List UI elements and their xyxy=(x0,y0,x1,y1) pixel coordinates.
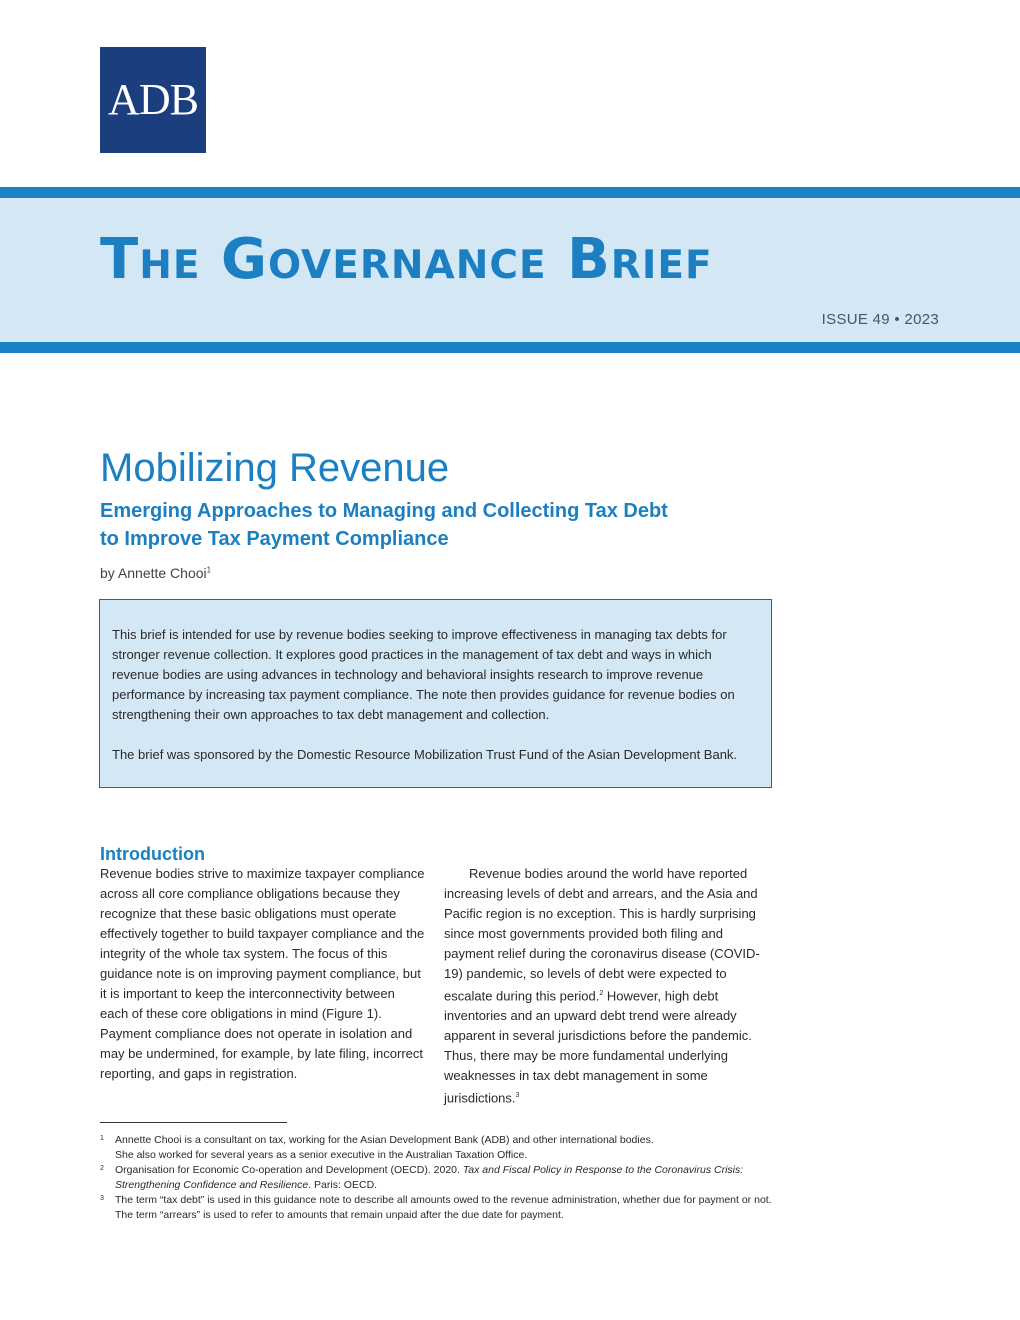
footnote-2-title: Tax and Fiscal Policy in Response to the Coronavirus Crisis: Strengthening Confidence and Resilience xyxy=(115,1164,744,1191)
subtitle-line-2: to Improve Tax Payment Compliance xyxy=(100,528,449,550)
author-name: by Annette Chooi xyxy=(100,565,207,581)
author-byline xyxy=(100,565,211,581)
footnote-number: 2 xyxy=(100,1165,104,1172)
article-title: Mobilizing Revenue xyxy=(100,446,450,490)
adb-logo: ADB xyxy=(100,47,206,153)
footnote-2-lead: Organisation for Economic Co-operation and Development (OECD). 2020. xyxy=(115,1164,463,1176)
footnote-1-line-1: Annette Chooi is a consultant on tax, working for the Asian Development Bank (ADB) and other international bodies. xyxy=(115,1134,654,1146)
right-column-text-a: Revenue bodies around the world have reported increasing levels of debt and arrears, and the Asia and Pacific region is no exception. This is hardly surprising since most governments provided both filing and payment relief during the coronavirus disease (COVID-19) pandemic, so levels of debt were expected to escalate during this period. xyxy=(444,866,760,1004)
footnote-number: 3 xyxy=(100,1195,104,1202)
footnote-3-text: The term “tax debt” is used in this guidance note to describe all amounts owed to the revenue administration, whether due for payment or not. The term “arrears” is used to refer to amounts that remain unpaid after the due date for payment. xyxy=(115,1194,772,1221)
footnote-3 xyxy=(100,1193,780,1223)
footnote-1-line-2: She also worked for several years as a senior executive in the Australian Taxation Office. xyxy=(115,1149,528,1161)
abstract-paragraph-2: The brief was sponsored by the Domestic Resource Mobilization Trust Fund of the Asian Development Bank. xyxy=(112,747,738,762)
footnote-number: 1 xyxy=(100,1135,104,1142)
publication-title: The Governance Brief xyxy=(100,227,713,292)
footnotes xyxy=(100,1133,780,1223)
footnote-ref-3[interactable]: 3 xyxy=(515,1092,520,1100)
issue-label: ISSUE 49 • 2023 xyxy=(821,311,939,328)
introduction-right-column xyxy=(444,864,770,1109)
footnote-ref-1[interactable]: 1 xyxy=(206,565,212,575)
footnote-1 xyxy=(100,1133,780,1163)
footnote-divider xyxy=(100,1122,287,1123)
masthead-banner xyxy=(0,187,1020,353)
footnote-ref-2[interactable]: 2 xyxy=(599,990,604,997)
subtitle-line-1: Emerging Approaches to Managing and Collecting Tax Debt xyxy=(100,500,668,522)
abstract-paragraph-1: This brief is intended for use by revenue bodies seeking to improve effectiveness in managing tax debts for stronger revenue collection. It explores good practices in the management of tax debt and ways in which revenue bodies are using advances in technology and behavioral insights research to improve revenue performance by increasing tax payment compliance. The note then provides guidance for revenue bodies on strengthening their own approaches to tax debt management and collection. xyxy=(112,627,735,722)
abstract-box xyxy=(99,599,772,788)
footnote-2 xyxy=(100,1163,780,1193)
footnote-2-tail: . Paris: OECD. xyxy=(308,1179,378,1191)
right-column-text-b: However, high debt inventories and an upward debt trend were already apparent in several jurisdictions before the pandemic. Thus, there may be more fundamental underlying weaknesses in tax debt management in some jurisdictions. xyxy=(444,988,752,1106)
introduction-heading: Introduction xyxy=(100,844,205,864)
article-subtitle xyxy=(100,497,740,553)
introduction-left-column: Revenue bodies strive to maximize taxpayer compliance across all core compliance obligations because they recognize that these basic obligations must operate effectively together to build taxpayer compliance and the integrity of the whole tax system. The focus of this guidance note is on improving payment compliance, but it is important to keep the interconnectivity between each of these core obligations in mind (Figure 1). Payment compliance does not operate in isolation and may be undermined, for example, by late filing, incorrect reporting, and gaps in registration. xyxy=(100,866,425,1081)
